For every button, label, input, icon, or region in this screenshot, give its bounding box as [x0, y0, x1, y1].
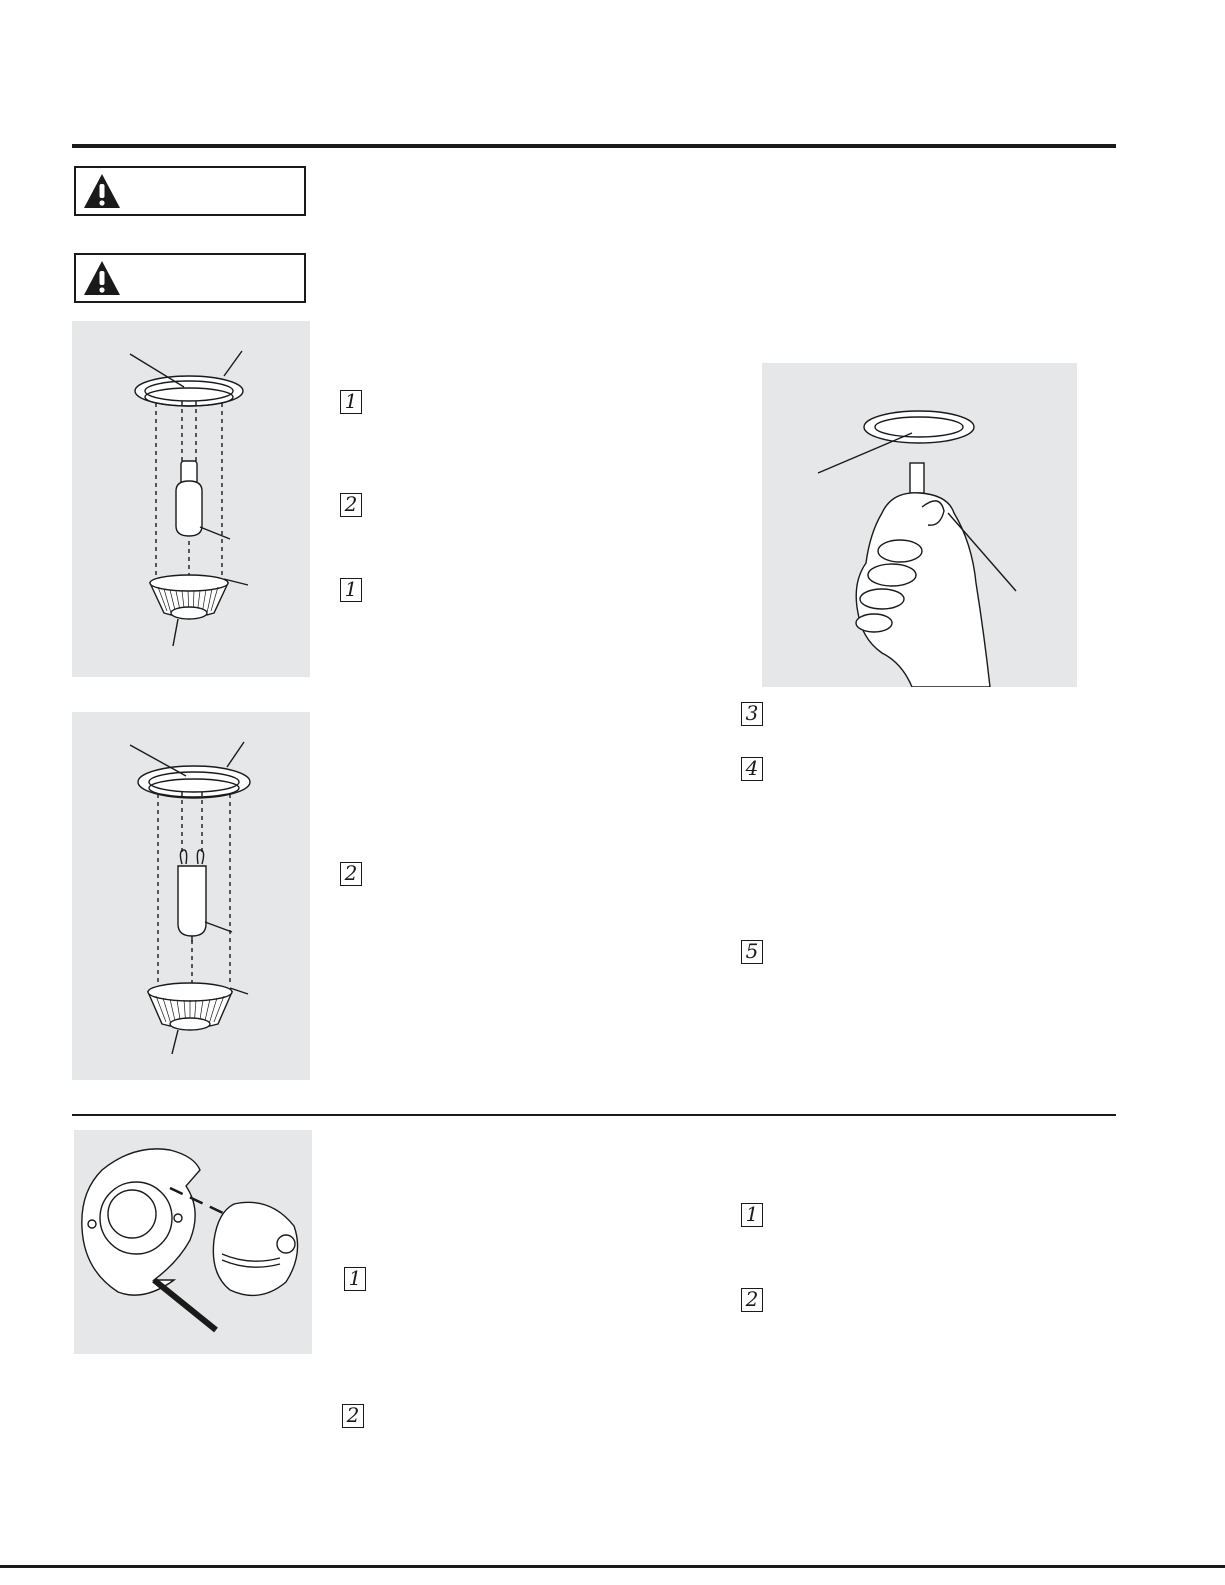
top-rule — [72, 144, 1116, 148]
figure-light-lens — [74, 1130, 312, 1354]
step-number: 5 — [741, 940, 763, 964]
figure-hand-removing-bulb — [762, 363, 1077, 687]
warning-triangle-icon — [82, 172, 122, 210]
figure-bulb-assembly-1 — [72, 321, 310, 677]
step-number: 1 — [340, 578, 362, 602]
step-number: 2 — [741, 1288, 763, 1312]
step-number: 2 — [340, 493, 362, 517]
figure-bulb-assembly-2 — [72, 712, 310, 1080]
step-number: 4 — [741, 757, 763, 781]
warning-box-2 — [74, 253, 306, 303]
section-rule — [72, 1114, 1116, 1116]
step-number: 2 — [340, 862, 362, 886]
warning-triangle-icon — [82, 259, 122, 297]
warning-box-1 — [74, 166, 306, 216]
step-number: 1 — [741, 1203, 763, 1227]
step-number: 1 — [344, 1267, 366, 1291]
bottom-rule — [0, 1565, 1225, 1568]
step-number: 1 — [340, 390, 362, 414]
step-number: 2 — [342, 1404, 364, 1428]
step-number: 3 — [741, 702, 763, 726]
